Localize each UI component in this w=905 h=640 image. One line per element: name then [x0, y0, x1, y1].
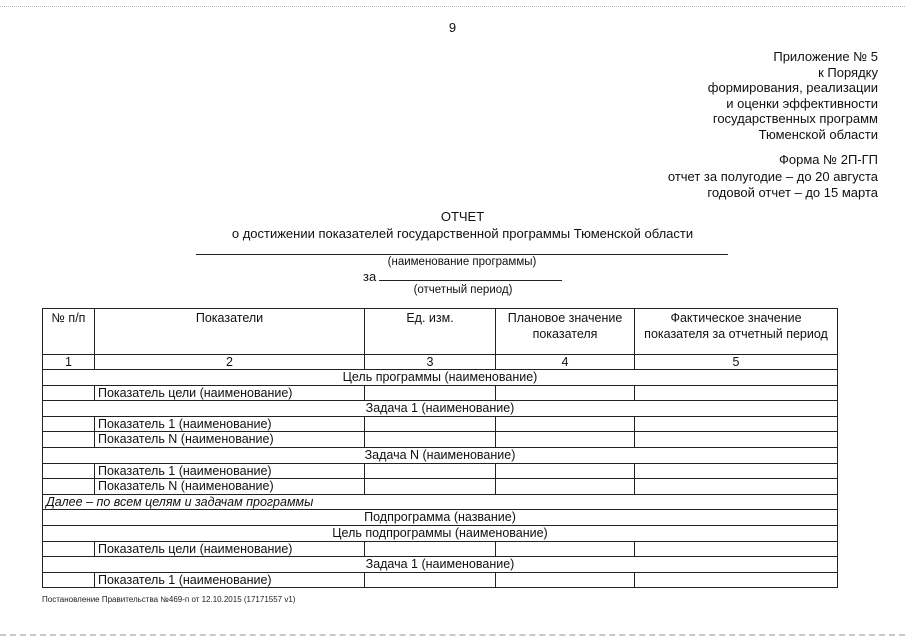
header-planned-value: Плановое значение показателя — [496, 309, 635, 355]
table-cell — [365, 432, 496, 448]
table-cell — [496, 432, 635, 448]
table-cell — [365, 416, 496, 432]
table-cell — [635, 572, 838, 588]
task-heading: Задача N (наименование) — [43, 447, 838, 463]
indicator-label: Показатель N (наименование) — [95, 479, 365, 495]
table-row-goal — [43, 525, 838, 541]
indicator-label: Показатель 1 (наименование) — [95, 572, 365, 588]
further-note: Далее – по всем целям и задачам программы — [43, 494, 838, 510]
table-cell — [635, 416, 838, 432]
appendix-line: и оценки эффективности — [726, 95, 878, 111]
indicator-label: Показатель цели (наименование) — [95, 541, 365, 557]
table-cell — [43, 541, 95, 557]
table-header-row — [43, 309, 838, 355]
table-row-task — [43, 447, 838, 463]
document-footer: Постановление Правительства №469-п от 12.10.2015 (17171557 v1) — [42, 595, 296, 604]
appendix-line: Приложение № 5 — [773, 49, 878, 64]
column-number-row — [43, 355, 838, 370]
header-actual-value: Фактическое значение показателя за отчетный период — [635, 309, 838, 355]
table-cell — [43, 479, 95, 495]
column-number: 1 — [43, 355, 95, 370]
table-row-task — [43, 401, 838, 417]
table-cell — [496, 479, 635, 495]
table-row — [43, 479, 838, 495]
form-number: Форма № 2П-ГП — [779, 152, 878, 167]
report-subtitle: о достижении показателей государственной программы Тюменской области — [231, 226, 694, 241]
table-row-note — [43, 494, 838, 510]
table-cell — [365, 385, 496, 401]
appendix-line: формирования, реализации — [707, 80, 878, 95]
report-title: ОТЧЕТ — [440, 209, 485, 224]
table-row-subprogram — [43, 510, 838, 526]
table-cell — [635, 479, 838, 495]
column-number: 3 — [365, 355, 496, 370]
goal-heading: Цель программы (наименование) — [43, 370, 838, 386]
scan-artifact-bottom — [0, 634, 905, 636]
table-cell — [496, 541, 635, 557]
table-row — [43, 432, 838, 448]
subprogram-goal-heading: Цель подпрограммы (наименование) — [43, 525, 838, 541]
indicators-table — [42, 308, 838, 588]
table-cell — [635, 385, 838, 401]
appendix-block — [708, 49, 878, 142]
indicator-label: Показатель N (наименование) — [95, 432, 365, 448]
period-row — [363, 268, 562, 284]
table-row-goal — [43, 370, 838, 386]
column-number: 5 — [635, 355, 838, 370]
task-heading: Задача 1 (наименование) — [43, 401, 838, 417]
table-cell — [635, 432, 838, 448]
column-number: 2 — [95, 355, 365, 370]
header-indicators: Показатели — [95, 309, 365, 355]
table-cell — [496, 385, 635, 401]
program-name-caption: (наименование программы) — [387, 256, 537, 268]
table-cell — [635, 463, 838, 479]
header-unit: Ед. изм. — [365, 309, 496, 355]
program-name-line — [196, 254, 728, 255]
table-cell — [365, 572, 496, 588]
table-row — [43, 385, 838, 401]
task-heading: Задача 1 (наименование) — [43, 557, 838, 573]
table-row — [43, 463, 838, 479]
table-row — [43, 541, 838, 557]
period-prefix: за — [363, 269, 377, 284]
appendix-line: государственных программ — [712, 111, 878, 126]
scan-artifact-top — [0, 0, 905, 7]
table-row — [43, 572, 838, 588]
table-cell — [43, 432, 95, 448]
indicator-label: Показатель 1 (наименование) — [95, 463, 365, 479]
period-blank-line — [379, 268, 562, 281]
table-row-task — [43, 557, 838, 573]
appendix-line: Тюменской области — [758, 126, 878, 142]
table-cell — [365, 479, 496, 495]
form-deadline-annual: годовой отчет – до 15 марта — [707, 185, 878, 200]
column-number: 4 — [496, 355, 635, 370]
table-cell — [43, 463, 95, 479]
period-caption: (отчетный период) — [413, 284, 513, 296]
form-note-block — [668, 152, 878, 202]
indicator-label: Показатель 1 (наименование) — [95, 416, 365, 432]
table-cell — [496, 416, 635, 432]
table-cell — [43, 385, 95, 401]
page-number: 9 — [448, 20, 457, 35]
indicator-label: Показатель цели (наименование) — [95, 385, 365, 401]
appendix-line: к Порядку — [818, 64, 878, 80]
table-cell — [635, 541, 838, 557]
table-cell — [43, 416, 95, 432]
table-cell — [365, 541, 496, 557]
subprogram-heading: Подпрограмма (название) — [43, 510, 838, 526]
table-row — [43, 416, 838, 432]
header-number: № п/п — [43, 309, 95, 355]
table-cell — [365, 463, 496, 479]
table-cell — [43, 572, 95, 588]
table-cell — [496, 572, 635, 588]
table-cell — [496, 463, 635, 479]
form-deadline-half-year: отчет за полугодие – до 20 августа — [667, 168, 878, 184]
